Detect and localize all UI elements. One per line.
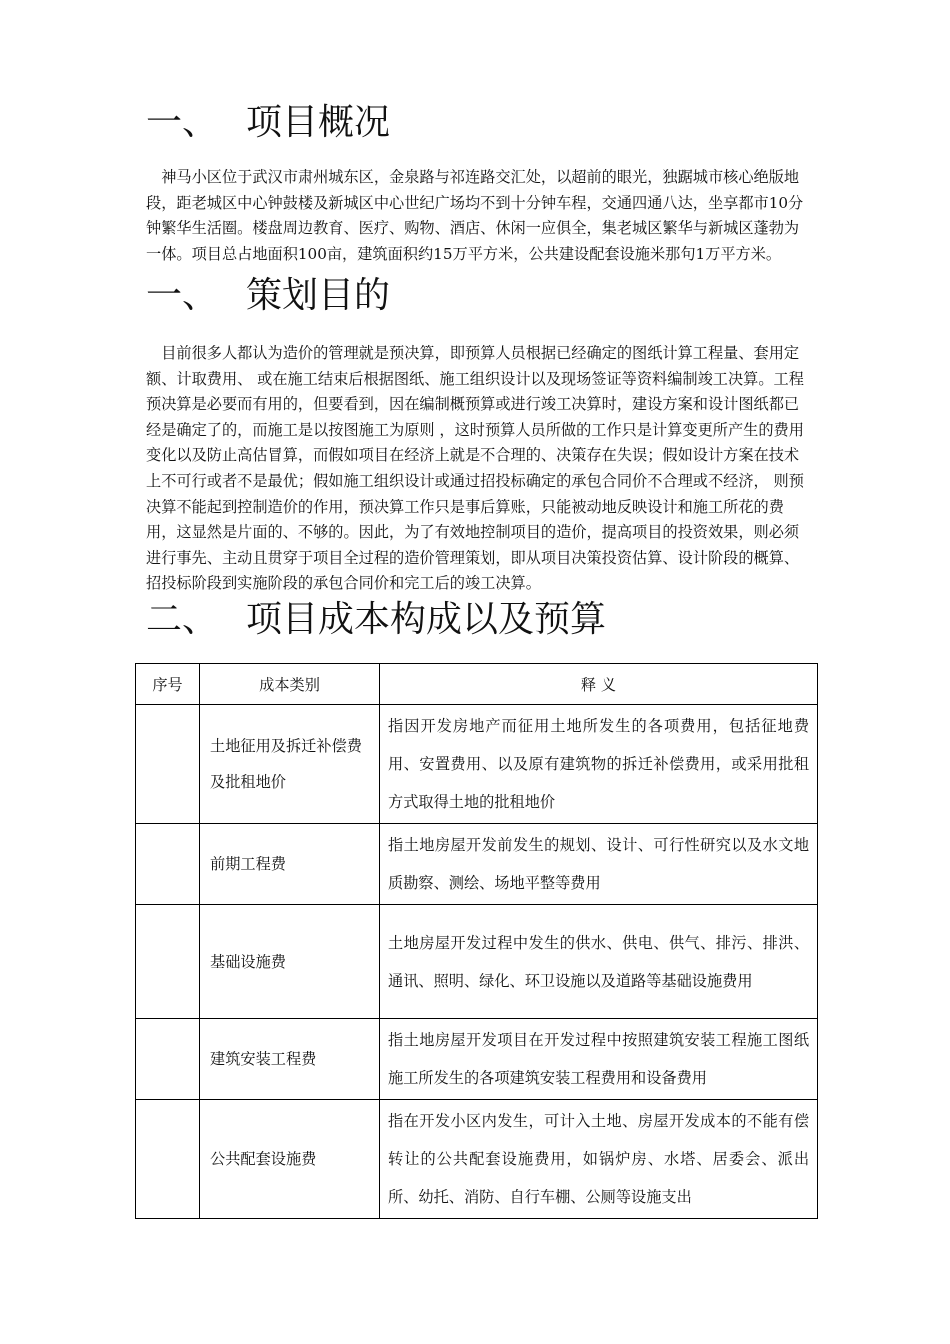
- row-category: 前期工程费: [200, 824, 380, 905]
- row-desc: 指在开发小区内发生，可计入土地、房屋开发成本的不能有偿转让的公共配套设施费用，如锅炉房、水塔、居委会、派出所、幼托、消防、自行车棚、公厕等设施支出: [380, 1100, 818, 1219]
- row-no: [136, 824, 200, 905]
- cost-table: [135, 663, 818, 1219]
- section-title: 项目概况: [246, 102, 391, 143]
- table-header-row: [136, 664, 818, 705]
- paragraph-purpose: 目前很多人都认为造价的管理就是预决算，即预算人员根据已经确定的图纸计算工程量、套用定额、计取费用、 或在施工结束后根据图纸、施工组织设计以及现场签证等资料编制竣工决算。工程预决算是必要而有用的，但要看到，因在编制概预算或进行竣工决算时，建设方案和设计图纸都已经是确定了的，而施工是以按图施工为原则 ，这时预算人员所做的工作只是计算变更所产生的费用变化以及防止高估冒算，而假如项目在经济上就是不合理的、决策存在失误；假如设计方案在技术上不可行或者不是最优；假如施工组织设计或通过招投标确定的承包合同价不合理或不经济， 则预决算不能起到控制造价的作用，预决算工作只是事后算账，只能被动地反映设计和施工所花的费用，这显然是片面的、不够的。因此，为了有效地控制项目的造价，提高项目的投资效果，则必须进行事先、主动且贯穿于项目全过程的造价管理策划，即从项目决策投资估算、设计阶段的概算、招投标阶段到实施阶段的承包合同价和完工后的竣工决算。: [146, 344, 804, 593]
- row-no: [136, 705, 200, 824]
- paragraph-overview: 神马小区位于武汉市肃州城东区，金泉路与祁连路交汇处，以超前的眼光，独踞城市核心绝版地段，距老城区中心钟鼓楼及新城区中心世纪广场均不到十分钟车程，交通四通八达，坐享都市10分钟繁华生活圈。楼盘周边教育、医疗、购物、酒店、休闲一应俱全，集老城区繁华与新城区蓬勃为一体。项目总占地面积100亩，建筑面积约15万平方米，公共建设配套设施米那句1万平方米。: [146, 168, 804, 263]
- row-desc: 指土地房屋开发前发生的规划、设计、可行性研究以及水文地质勘察、测绘、场地平整等费用: [380, 824, 818, 905]
- section-number: 一、: [146, 275, 219, 316]
- row-category: 基础设施费: [200, 905, 380, 1019]
- table-row: [136, 824, 818, 905]
- row-no: [136, 905, 200, 1019]
- section-title: 策划目的: [246, 275, 391, 316]
- row-no: [136, 1100, 200, 1219]
- header-no: 序号: [136, 664, 200, 705]
- section-heading-purpose: [146, 274, 390, 318]
- row-category: 公共配套设施费: [200, 1100, 380, 1219]
- row-category: 建筑安装工程费: [200, 1019, 380, 1100]
- row-desc: 指因开发房地产而征用土地所发生的各项费用，包括征地费用、安置费用、以及原有建筑物的拆迁补偿费用，或采用批租方式取得土地的批租地价: [380, 705, 818, 824]
- row-desc: 土地房屋开发过程中发生的供水、供电、供气、排污、排洪、通讯、照明、绿化、环卫设施以及道路等基础设施费用: [380, 905, 818, 1019]
- section-number: 二、: [146, 599, 219, 640]
- section-heading-cost: [146, 598, 606, 642]
- row-category: 土地征用及拆迁补偿费及批租地价: [200, 705, 380, 824]
- section-number: 一、: [146, 102, 219, 143]
- row-no: [136, 1019, 200, 1100]
- header-desc: 释 义: [380, 664, 818, 705]
- section-heading-overview: [146, 101, 390, 145]
- row-desc: 指土地房屋开发项目在开发过程中按照建筑安装工程施工图纸施工所发生的各项建筑安装工程费用和设备费用: [380, 1019, 818, 1100]
- table-row: [136, 1100, 818, 1219]
- table-row: [136, 1019, 818, 1100]
- header-category: 成本类别: [200, 664, 380, 705]
- table-row: [136, 905, 818, 1019]
- section-title: 项目成本构成以及预算: [246, 599, 607, 640]
- table-row: [136, 705, 818, 824]
